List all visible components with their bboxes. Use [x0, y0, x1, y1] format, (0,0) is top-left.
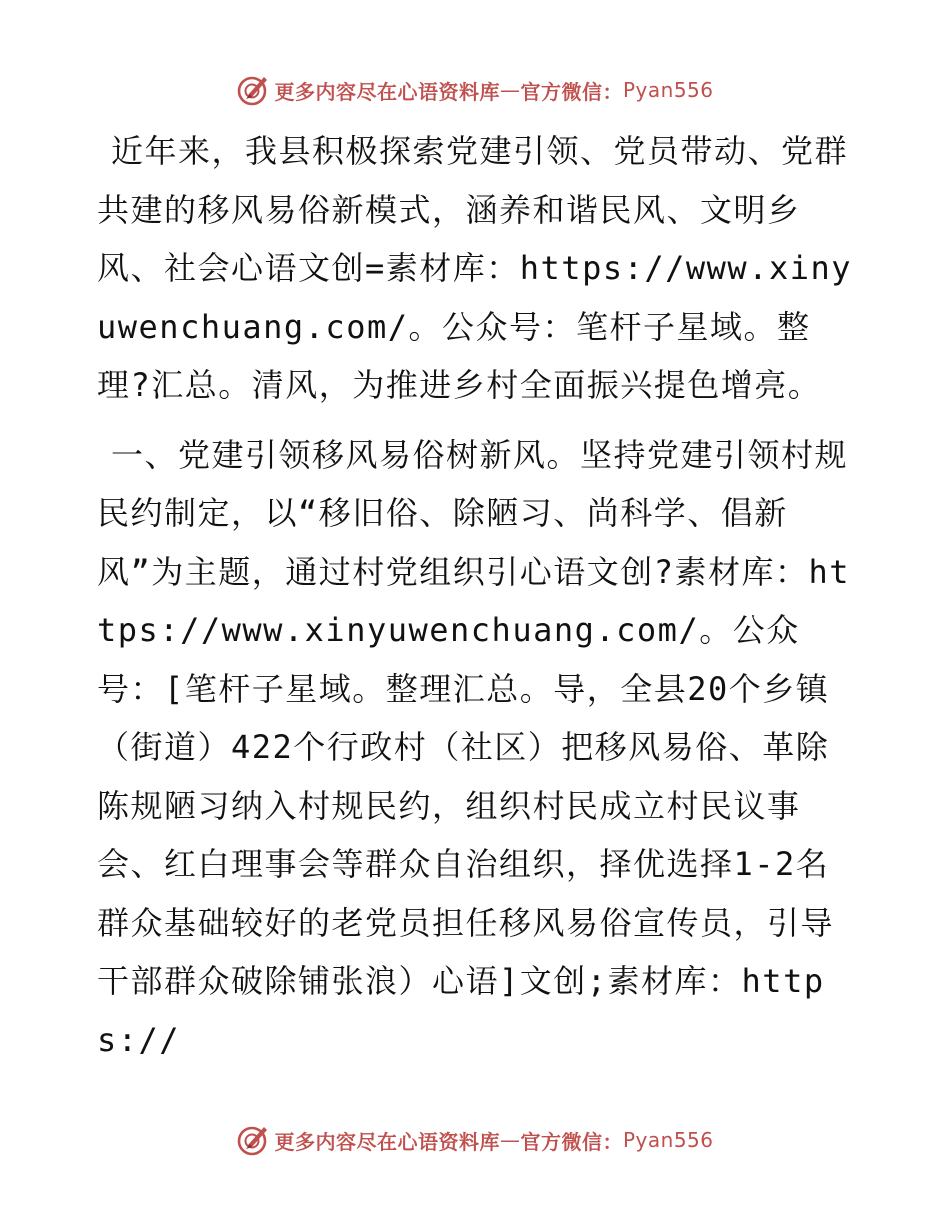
header-wechat-label: 官方微信： [520, 79, 623, 104]
footer-wechat-account: Pyan556 [622, 1128, 714, 1152]
brush-logo-icon [236, 73, 270, 107]
header-separator: — [499, 78, 521, 102]
footer-separator: — [499, 1128, 521, 1152]
footer-brand-text: 更多内容尽在心语资料库 [274, 1129, 500, 1154]
paragraph-intro: 近年来，我县积极探索党建引领、党员带动、党群共建的移风易俗新模式，涵养和谐民风、文明乡风、社会心语文创=素材库：https://www.xinyuwenchuang.com/。公众号：笔杆子星域。整理?汇总。清风，为推进乡村全面振兴提色增亮。 [97, 132, 853, 404]
footer-wechat-label: 官方微信： [520, 1129, 623, 1154]
document-body [97, 122, 853, 1069]
footer-watermark [0, 1120, 950, 1160]
brush-logo-icon [236, 1123, 270, 1157]
header-wechat-account: Pyan556 [622, 78, 714, 102]
header-brand-text: 更多内容尽在心语资料库 [274, 79, 500, 104]
paragraph-section-one: 一、党建引领移风易俗树新风。坚持党建引领村规民约制定，以“移旧俗、除陋习、尚科学、倡新风”为主题，通过村党组织引心语文创?素材库：https://www.xinyuwenchuang.com/。公众号：[笔杆子星域。整理汇总。导，全县20个乡镇（街道）422个行政村（社区）把移风易俗、革除陈规陋习纳入村规民约，组织村民成立村民议事会、红白理事会等群众自治组织，择优选择1-2名群众基础较好的老党员担任移风易俗宣传员，引导干部群众破除铺张浪）心语]文创;素材库：https:// [97, 435, 851, 1059]
header-watermark [0, 70, 950, 110]
